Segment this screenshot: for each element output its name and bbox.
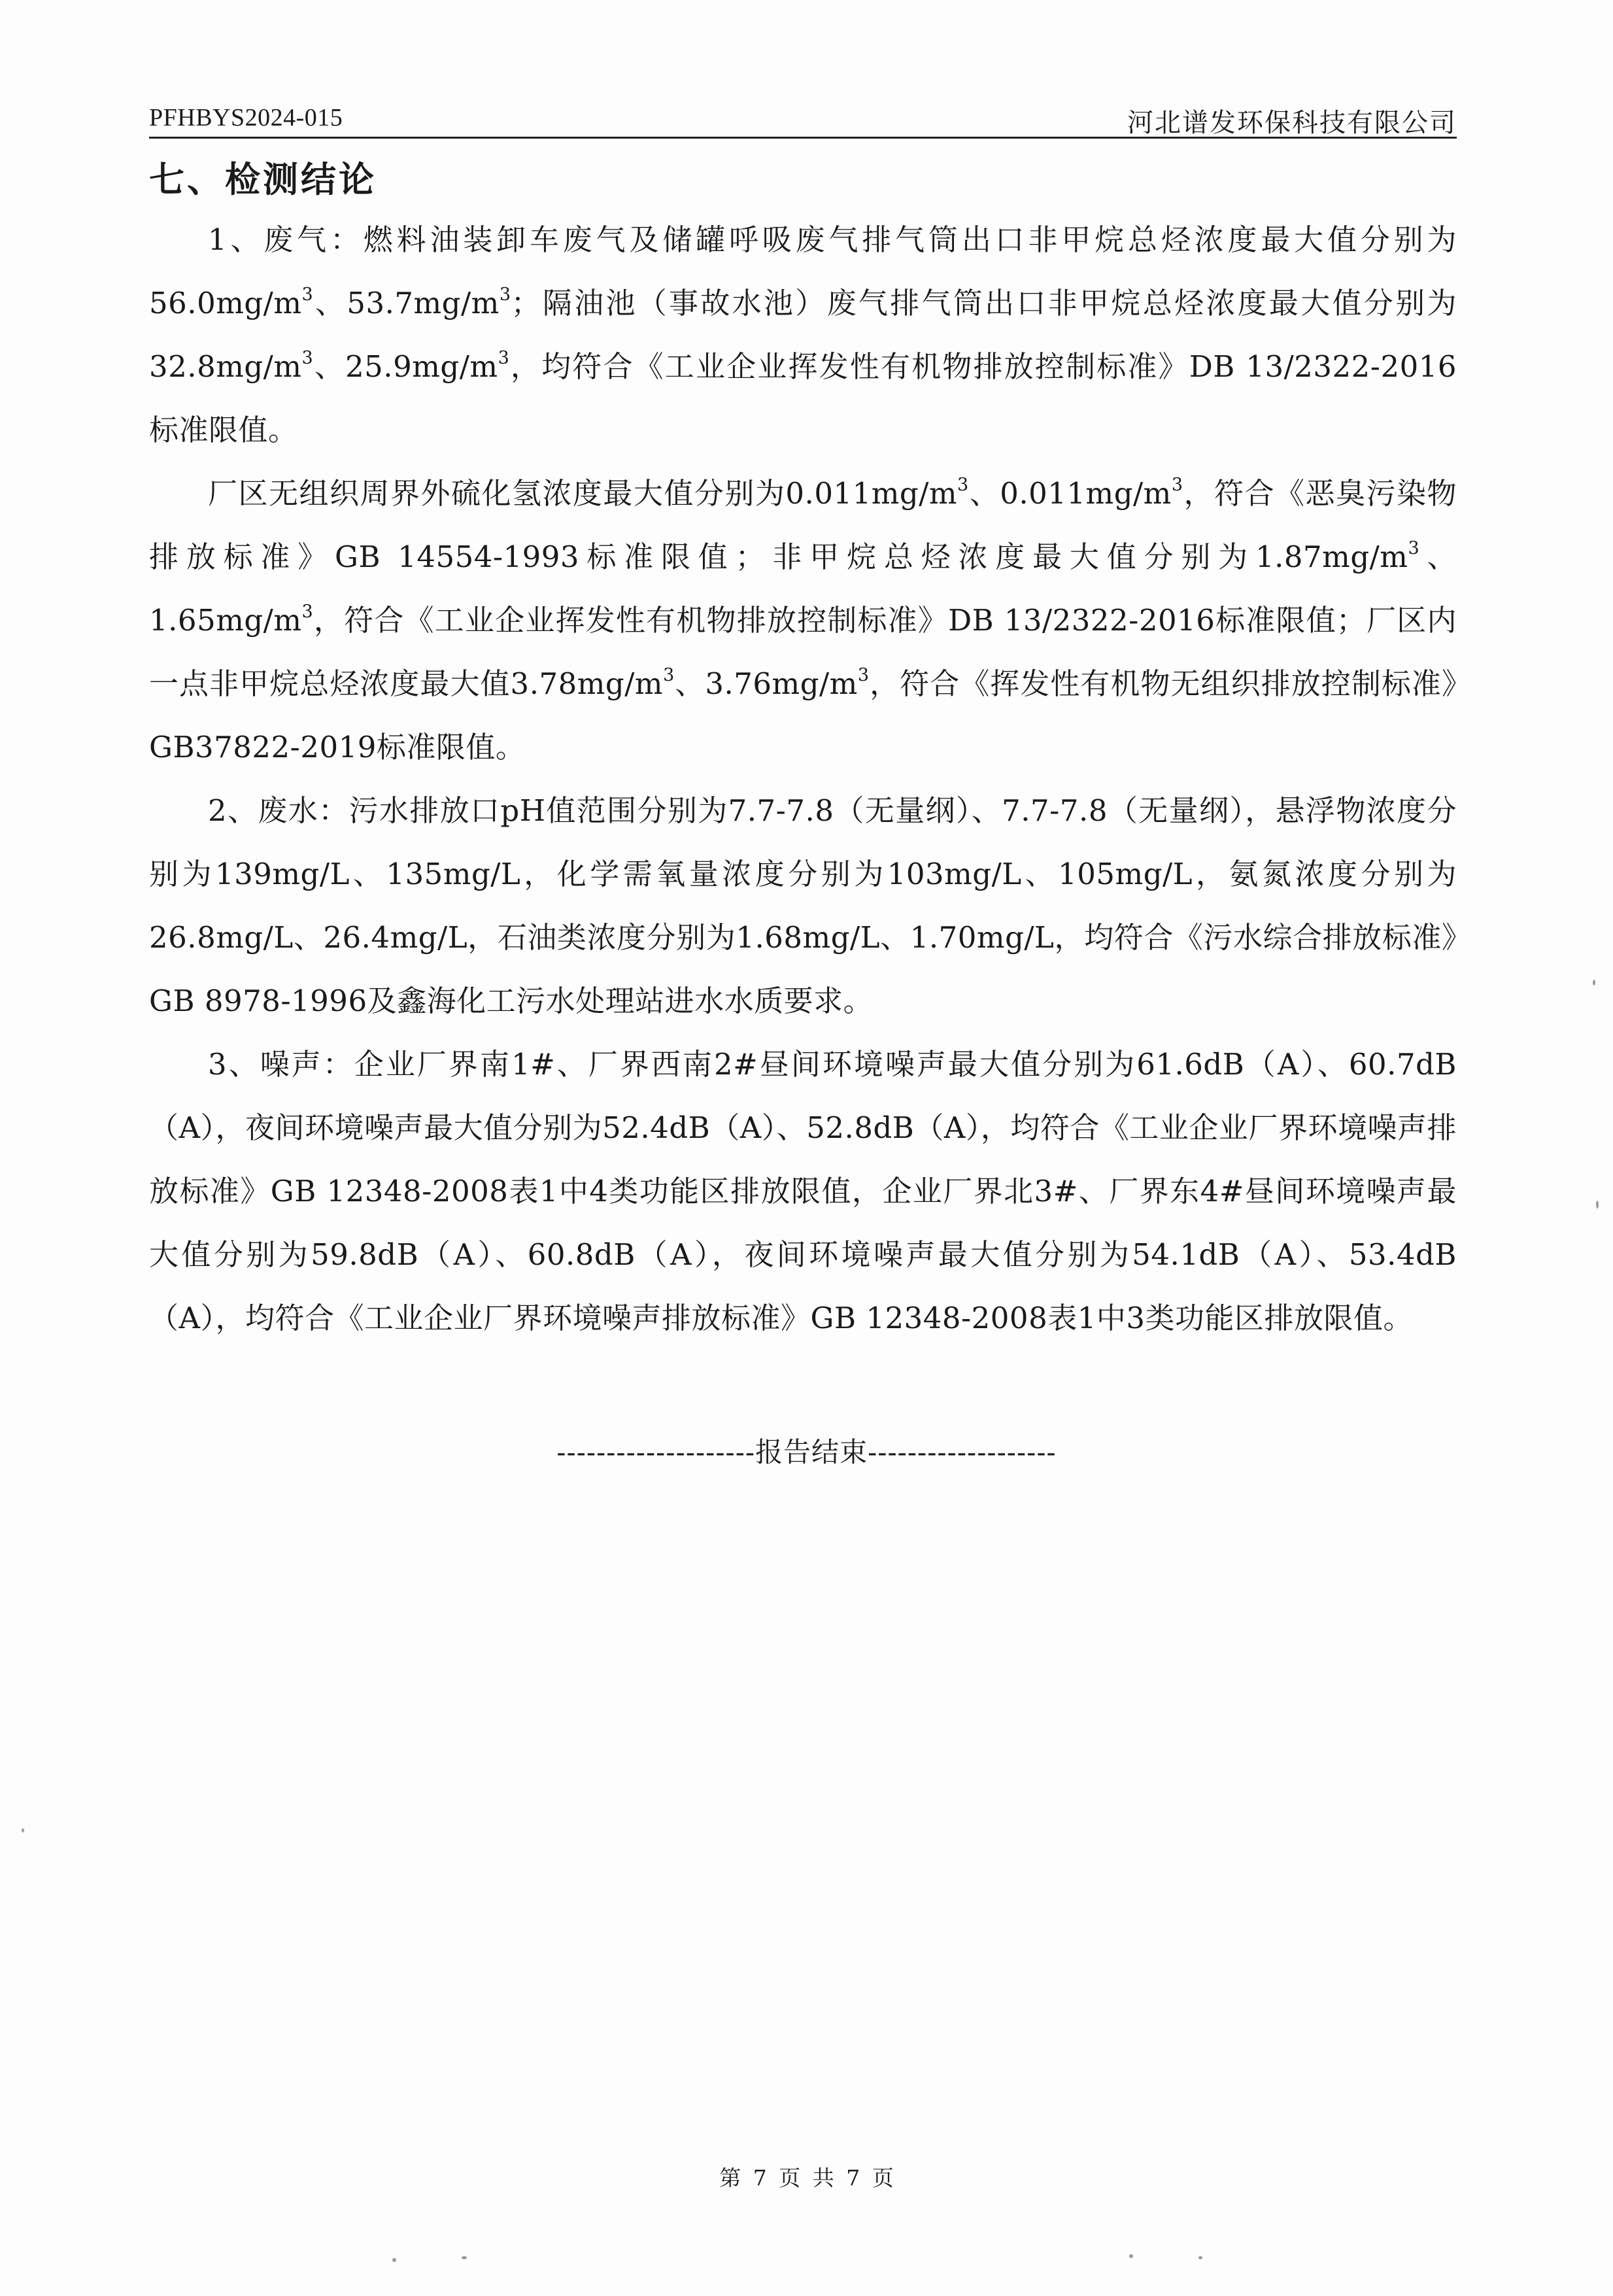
scan-speck [392, 2258, 396, 2262]
scan-speck [1129, 2254, 1133, 2258]
scan-speck [1596, 1201, 1599, 1208]
report-number: PFHBYS2024-015 [149, 104, 343, 131]
scan-speck [22, 1828, 24, 1832]
paragraph-fugitive-emissions: 厂区无组织周界外硫化氢浓度最大值分别为$0.011mg/m^3$、$0.011mg/m^3$，符合《恶臭污染物排放标准》GB 14554-1993标准限值；非甲烷总烃浓度最大值分别为$1.87mg/m^3$、$1.65mg/m^3$，符合《工业企业挥发性有机物排放控制标准》DB 13/2322-2016标准限值；厂区内一点非甲烷总烃浓度最大值$3.78mg/m^3$、$3.76mg/m^3$，符合《挥发性有机物无组织排放控制标准》GB37822-2019标准限值。 [149, 474, 1457, 764]
scan-speck [1198, 2256, 1202, 2259]
paragraph-noise: 3、噪声：企业厂界南1#、厂界西南2#昼间环境噪声最大值分别为61.6dB（A）、60.7dB（A），夜间环境噪声最大值分别为52.4dB（A）、52.8dB（A），均符合《工业企业厂界环境噪声排放标准》GB 12348-2008表1中4类功能区排放限值，企业厂界北3#、厂界东4#昼间环境噪声最大值分别为59.8dB（A）、60.8dB（A），夜间环境噪声最大值分别为54.1dB（A）、53.4dB（A），均符合《工业企业厂界环境噪声排放标准》GB 12348-2008表1中3类功能区排放限值。 [149, 1047, 1457, 1335]
company-name: 河北谱发环保科技有限公司 [1127, 108, 1457, 138]
paragraph-waste-gas: 1、废气：燃料油装卸车废气及储罐呼吸废气排气筒出口非甲烷总烃浓度最大值分别为$56.0mg/m^3$、$53.7mg/m^3$；隔油池（事故水池）废气排气筒出口非甲烷总烃浓度最大值分别为$32.8mg/m^3$、$25.9mg/m^3$，均符合《工业企业挥发性有机物排放控制标准》DB 13/2322-2016标准限值。 [149, 222, 1457, 447]
page-header [149, 98, 1457, 139]
paragraph-waste-water: 2、废水：污水排放口pH值范围分别为7.7-7.8（无量纲）、7.7-7.8（无量纲），悬浮物浓度分别为139mg/L、135mg/L，化学需氧量浓度分别为103mg/L、105mg/L，氨氮浓度分别为26.8mg/L、26.4mg/L，石油类浓度分别为1.68mg/L、1.70mg/L，均符合《污水综合排放标准》GB 8978-1996及鑫海化工污水处理站进水水质要求。 [149, 793, 1457, 1018]
report-end-marker: --------------------报告结束------------------- [556, 1436, 1057, 1468]
page-footer: 第 7 页 共 7 页 [719, 2165, 894, 2191]
scan-speck [462, 2256, 467, 2259]
conclusion-body [149, 208, 1457, 1350]
header-divider [149, 137, 1457, 139]
scan-speck [1593, 980, 1595, 985]
section-title: 七、检测结论 [149, 159, 377, 200]
